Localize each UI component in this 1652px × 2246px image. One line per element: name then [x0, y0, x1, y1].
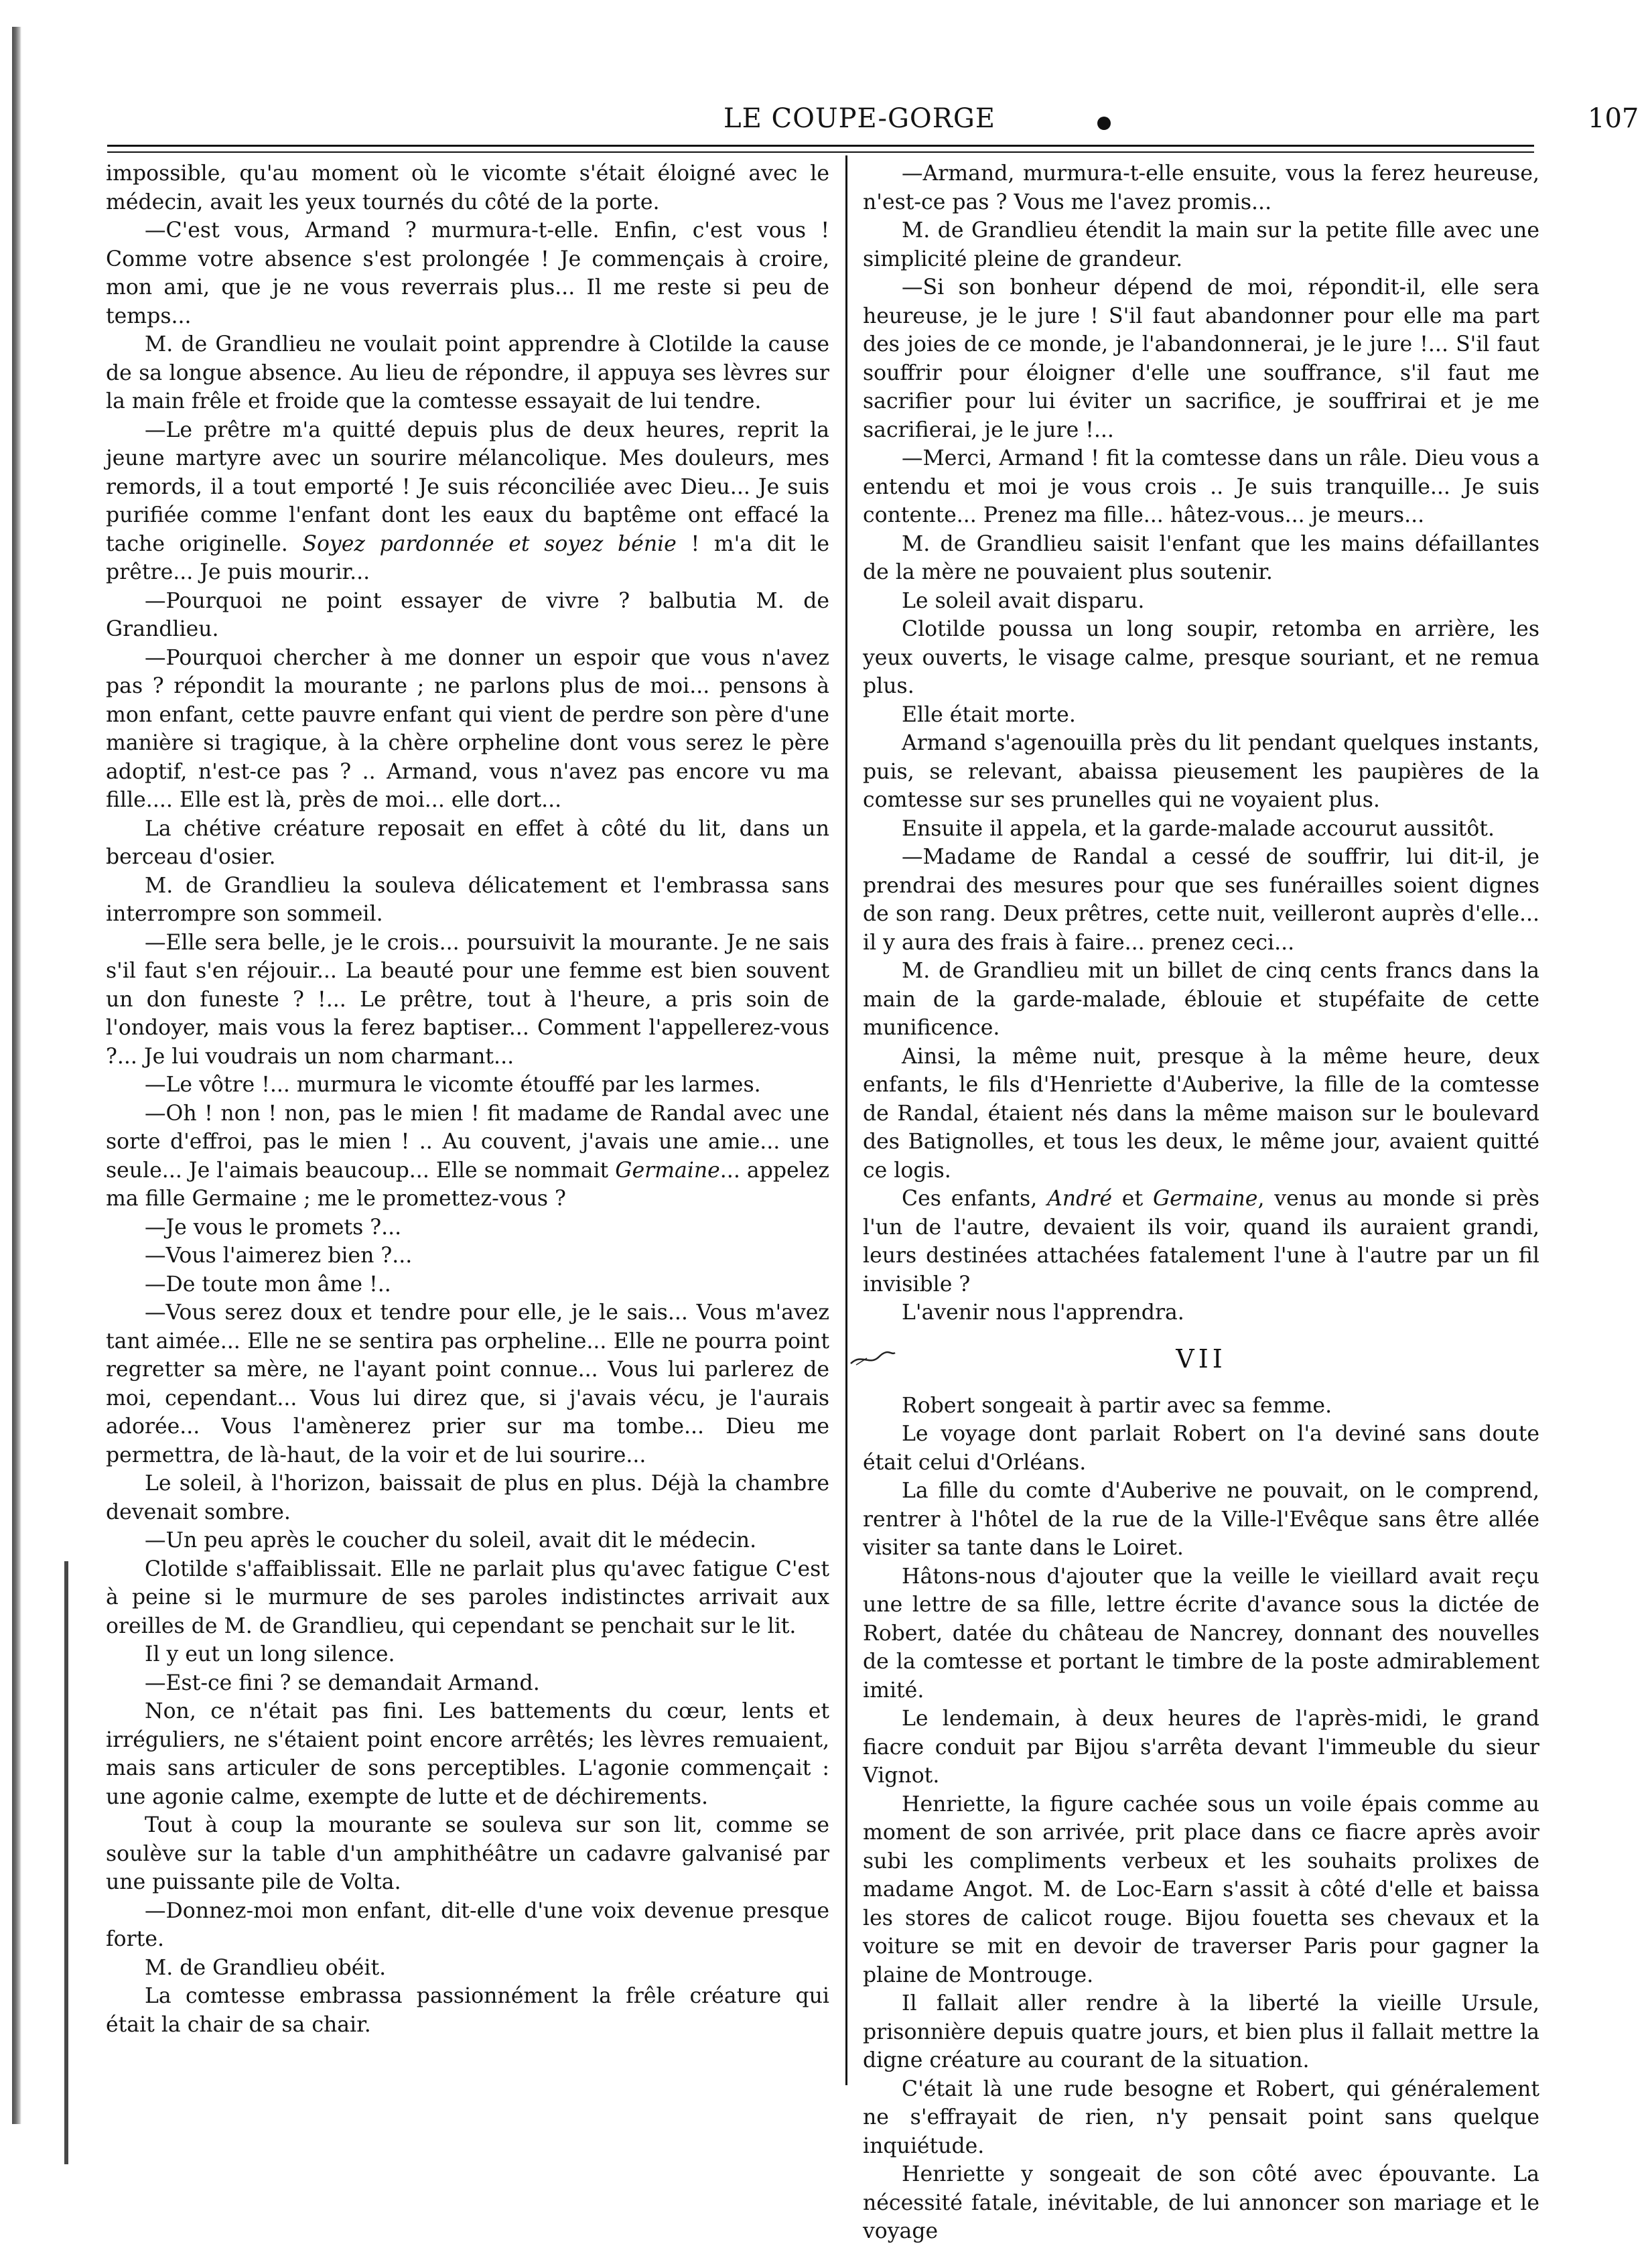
column-divider [845, 155, 847, 2085]
paragraph: Clotilde s'affaiblissait. Elle ne parlait plus qu'avec fatigue C'est à peine si le murmure de ses paroles indistinctes arrivait aux oreilles de M. de Grandlieu, qui cependant se penchait sur le lit. [106, 1557, 829, 1638]
paragraph: M. de Grandlieu ne voulait point apprendre à Clotilde la cause de sa longue absence. Au lieu de répondre, il appuya ses lèvres sur la main frêle et froide que la comtesse essayait de lui tendre. [106, 332, 829, 413]
paragraph: Henriette, la figure cachée sous un voile épais comme au moment de son arrivée, prit place dans ce fiacre après avoir subi les compliments verbeux et les souhaits prolixes de madame Angot. M. de Loc-Earn s'assit à côté d'elle et baissa les stores de calicot rouge. Bijou fouetta ses chevaux et la voiture se mit en devoir de traverser Paris pour gagner la plaine de Montrouge. [863, 1792, 1539, 1987]
paragraph: Armand s'agenouilla près du lit pendant quelques instants, puis, se relevant, abaissa pieusement les paupières de la comtesse sur ses prunelles qui ne voyaient plus. [863, 731, 1539, 812]
paragraph: Tout à coup la mourante se souleva sur son lit, comme se soulève sur la table d'un amphithéâtre un cadavre galvanisé par une puissante pile de Volta. [106, 1813, 829, 1894]
bullet-ornament-icon [1097, 117, 1111, 130]
paragraph: M. de Grandlieu saisit l'enfant que les mains défaillantes de la mère ne pouvaient plus soutenir. [863, 531, 1539, 584]
italic-quote: Soyez pardonnée et soyez bénie [302, 531, 677, 556]
paragraph: Hâtons-nous d'ajouter que la veille le vieillard avait reçu une lettre de sa fille, lettre écrite d'avance sous la dictée de Robert, datée du château de Nancrey, donnant des nouvelles de la comtesse et portant le timbre de la poste admirablement imité. [863, 1564, 1539, 1703]
chapter-heading [863, 1341, 1539, 1377]
paragraph: —Si son bonheur dépend de moi, répondit-il, elle sera heureuse, je le jure ! S'il faut abandonner pour elle ma part des joies de ce monde, je l'abandonnerai, je le jure !... S'il faut souffrir pour éloigner d'elle une souffrance, s'il faut me sacrifier pour lui éviter un sacrifice, je souffrirai et je me sacrifierai, je le jure !... [863, 275, 1539, 442]
paragraph [863, 1185, 1539, 1299]
paragraph: C'était là une rude besogne et Robert, qui généralement ne s'effrayait de rien, n'y pensait point sans quelque inquiétude. [863, 2076, 1539, 2158]
left-column [106, 159, 829, 2039]
paragraph: La comtesse embrassa passionnément la frêle créature qui était la chair de sa chair. [106, 1984, 829, 2037]
paragraph: Ainsi, la même nuit, presque à la même heure, deux enfants, le fils d'Henriette d'Auberive, la fille de la comtesse de Randal, étaient nés dans la même maison sur le boulevard des Batignolles, et tous les deux, le même jour, avaient quitté ce logis. [863, 1044, 1539, 1183]
header-rule-top [107, 145, 1534, 147]
paragraph: —Pourquoi chercher à me donner un espoir que vous n'avez pas ? répondit la mourante ; ne parlons plus de moi... pensons à mon enfant, cette pauvre enfant qui vient de perdre son père d'une manière si tragique, à la chère orpheline dont vous serez le père adoptif, n'est-ce pas ? .. Armand, vous n'avez pas encore vu ma fille.... Elle est là, près de moi... elle dort... [106, 645, 829, 812]
paragraph: Ensuite il appela, et la garde-malade accourut aussitôt. [902, 816, 1495, 841]
paragraph: —Armand, murmura-t-elle ensuite, vous la ferez heureuse, n'est-ce pas ? Vous me l'avez promis... [863, 161, 1539, 214]
paragraph-text: —Oh ! non ! non, pas le mien ! fit madame de Randal avec une sorte d'effroi, pas le mien ! .. Au couvent, j'avais une amie... une seule... Je l'aimais beaucoup... Elle se nommait [106, 1101, 829, 1183]
running-title: LE COUPE-GORGE [724, 103, 995, 134]
page-number: 107 [1588, 103, 1639, 134]
paragraph: Le soleil, à l'horizon, baissait de plus en plus. Déjà la chambre devenait sombre. [106, 1471, 829, 1524]
paragraph: —Madame de Randal a cessé de souffrir, lui dit-il, je prendrai des mesures pour que ses funérailles soient dignes de son rang. Deux prêtres, cette nuit, veilleront auprès d'elle... il y aura des frais à faire... prenez ceci... [863, 845, 1539, 955]
paragraph: Il y eut un long silence. [145, 1642, 395, 1666]
paragraph: La chétive créature reposait en effet à côté du lit, dans un berceau d'osier. [106, 816, 829, 869]
page-header [107, 99, 1639, 146]
flourish-icon [849, 1350, 896, 1368]
paragraph-text: —Le prêtre m'a quitté depuis plus de deux heures, reprit la jeune martyre avec un sourire mélancolique. Mes douleurs, mes remords, il a tout emporté ! Je suis réconciliée avec Dieu... Je suis purifiée comme l'enfant dont les eaux du baptême ont effacé la tache originelle. [106, 417, 829, 556]
paragraph-text: ! m'a dit le prêtre... Je puis mourir... [106, 531, 830, 584]
paragraph [106, 416, 829, 587]
paragraph: L'avenir nous l'apprendra. [902, 1301, 1184, 1325]
paragraph: —Vous serez doux et tendre pour elle, je le sais... Vous m'avez tant aimée... Elle ne se sentira pas orpheline... Elle ne pourra point regretter sa mère, ne l'ayant point connue... Vous lui parlerez de moi, cependant... Vous lui direz que, si j'avais vécu, je l'aurais adorée... Vous l'amènerez prier sur ma tombe... Dieu me permettra, de là-haut, de la voir et de lui sourire... [106, 1301, 829, 1467]
paragraph: Robert songeait à partir avec sa femme. [902, 1393, 1332, 1418]
italic-name: Germaine [1152, 1187, 1258, 1211]
paragraph: impossible, qu'au moment où le vicomte s'était éloigné avec le médecin, avait les yeux tournés du côté de la porte. [106, 161, 829, 214]
paragraph [106, 1100, 829, 1213]
binding-edge-shadow [12, 27, 21, 2124]
paragraph: M. de Grandlieu mit un billet de cinq cents francs dans la main de la garde-malade, éblouie et stupéfaite de cette munificence. [863, 959, 1539, 1040]
chapter-number: VII [1176, 1343, 1227, 1374]
paragraph-text: , venus au monde si près l'un de l'autre, devaient ils voir, quand ils auraient grandi, leurs destinées attachées fatalement l'une à l'autre par un fil invisible ? [863, 1187, 1540, 1297]
paragraph-text: et [1121, 1187, 1144, 1211]
paragraph: M. de Grandlieu étendit la main sur la petite fille avec une simplicité pleine de grandeur. [863, 218, 1539, 271]
paragraph: Clotilde poussa un long soupir, retomba en arrière, les yeux ouverts, le visage calme, presque souriant, et ne remua plus. [863, 617, 1539, 698]
paragraph: —Elle sera belle, je le crois... poursuivit la mourante. Je ne sais s'il faut s'en réjouir... La beauté pour une femme est bien souvent un don funeste ? !... Le prêtre, tout à l'heure, a pris soin de l'ondoyer, mais vous la ferez baptiser... Comment l'appellerez-vous ?... Je lui voudrais un nom charmant... [106, 930, 829, 1069]
paragraph: Il fallait aller rendre à la liberté la vieille Ursule, prisonnière depuis quatre jours, et bien plus il fallait mettre la digne créature au courant de la situation. [863, 1991, 1539, 2072]
paragraph: —C'est vous, Armand ? murmura-t-elle. Enfin, c'est vous ! Comme votre absence s'est prolongée ! Je commençais à croire, mon ami, que je ne vous reverrais plus... Il me reste si peu de temps... [106, 218, 829, 328]
paragraph: Elle était morte. [902, 702, 1076, 727]
paragraph-text: ... appelez ma fille Germaine ; me le promettez-vous ? [106, 1158, 829, 1211]
paragraph: Henriette y songeait de son côté avec épouvante. La nécessité fatale, inévitable, de lui annoncer son mariage et le voyage [863, 2162, 1539, 2243]
paragraph: La fille du comte d'Auberive ne pouvait, on le comprend, rentrer à l'hôtel de la rue de la Ville-l'Evêque sans être allée visiter sa tante dans le Loiret. [863, 1479, 1539, 1560]
paragraph: —Donnez-moi mon enfant, dit-elle d'une voix devenue presque forte. [106, 1898, 829, 1951]
paragraph: —De toute mon âme !.. [145, 1272, 391, 1297]
paragraph: —Vous l'aimerez bien ?... [145, 1244, 413, 1268]
binding-edge-mark [64, 1561, 68, 2164]
header-rule-bottom [107, 151, 1534, 153]
paragraph: Le soleil avait disparu. [902, 588, 1145, 613]
paragraph: —Je vous le promets ?... [145, 1215, 402, 1240]
paragraph: Le voyage dont parlait Robert on l'a deviné sans doute était celui d'Orléans. [863, 1422, 1539, 1475]
italic-name: André [1047, 1187, 1112, 1211]
paragraph: Non, ce n'était pas fini. Les battements du cœur, lents et irréguliers, ne s'étaient point encore arrêtés; les lèvres remuaient, mais sans articuler de sons perceptibles. L'agonie commençait : une agonie calme, exempte de lutte et de déchirements. [106, 1699, 829, 1809]
italic-name: Germaine [615, 1158, 720, 1183]
paragraph: M. de Grandlieu obéit. [145, 1955, 387, 1980]
paragraph: —Pourquoi ne point essayer de vivre ? balbutia M. de Grandlieu. [106, 588, 829, 641]
paragraph: —Le vôtre !... murmura le vicomte étouffé par les larmes. [145, 1073, 761, 1097]
paragraph: —Est-ce fini ? se demandait Armand. [145, 1670, 540, 1695]
right-column [863, 159, 1539, 2246]
paragraph: M. de Grandlieu la souleva délicatement et l'embrassa sans interrompre son sommeil. [106, 873, 829, 926]
paragraph: —Un peu après le coucher du soleil, avait dit le médecin. [145, 1528, 757, 1553]
paragraph: Le lendemain, à deux heures de l'après-midi, le grand fiacre conduit par Bijou s'arrêta devant l'immeuble du sieur Vignot. [863, 1707, 1539, 1788]
paragraph-text: Ces enfants, [902, 1187, 1038, 1211]
paragraph: —Merci, Armand ! fit la comtesse dans un râle. Dieu vous a entendu et moi je vous crois .. Je suis tranquille... Je suis contente... Prenez ma fille... hâtez-vous... je meurs... [863, 446, 1539, 527]
